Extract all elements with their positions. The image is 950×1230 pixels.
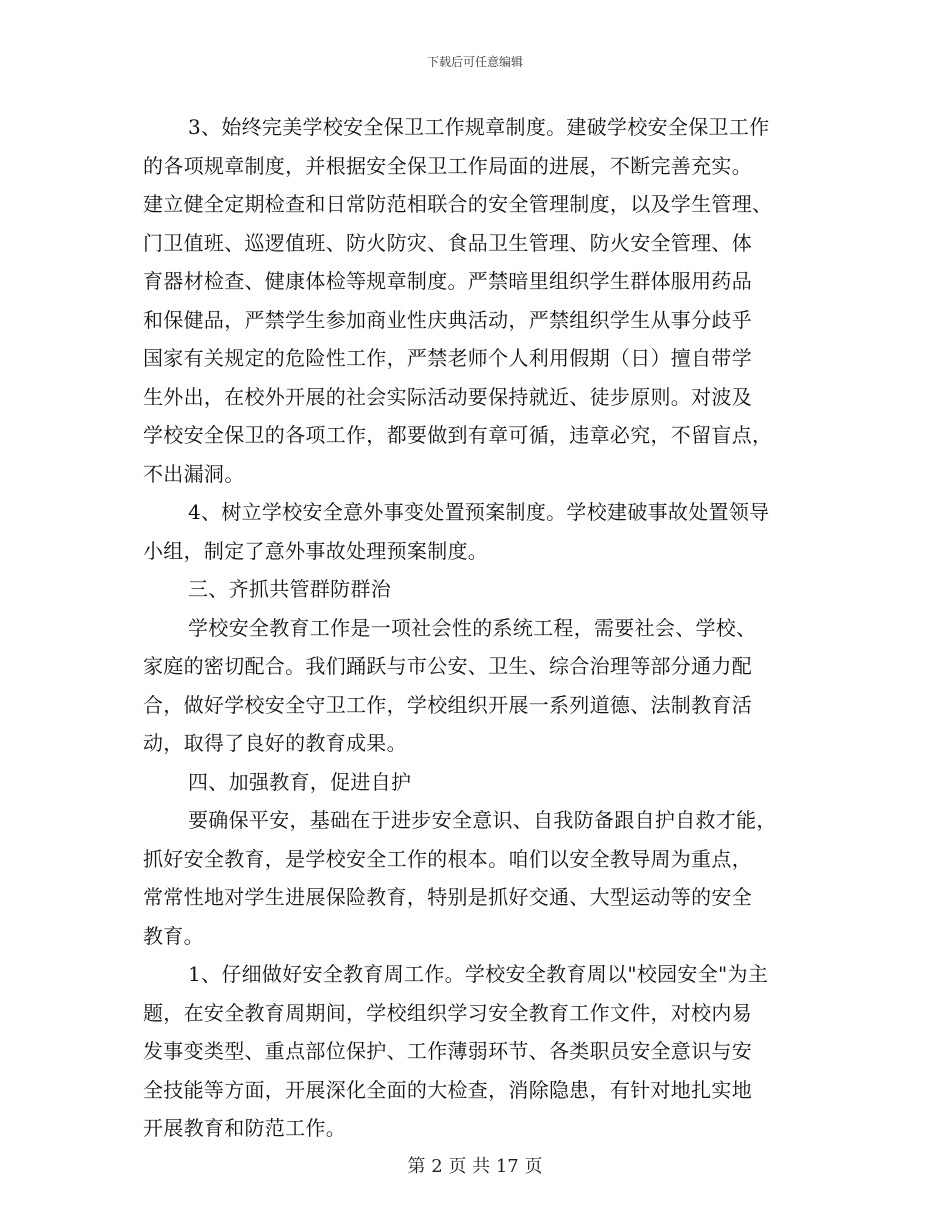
- text-line: 要确保平安，基础在于进步安全意识、自我防备跟自护自救才能，: [188, 808, 777, 832]
- text-line: 育器材检查、健康体检等规章制度。严禁暗里组织学生群体服用药品: [143, 269, 752, 293]
- text-line: 4、树立学校安全意外事变处置预案制度。学校建破事故处置领导: [188, 500, 770, 524]
- text-line: 建立健全定期检查和日常防范相联合的安全管理制度，以及学生管理、: [143, 192, 773, 216]
- text-line: 不出漏洞。: [143, 461, 245, 486]
- text-line: 开展教育和防范工作。: [143, 1116, 346, 1140]
- text-line: 三、齐抓共管群防群治: [188, 577, 391, 601]
- text-line: 门卫值班、巡逻值班、防火防灾、食品卫生管理、防火安全管理、体: [143, 230, 752, 255]
- text-line: 家庭的密切配合。我们踊跃与市公安、卫生、综合治理等部分通力配: [143, 654, 752, 678]
- text-line: 动，取得了良好的教育成果。: [143, 731, 407, 755]
- text-line: 和保健品，严禁学生参加商业性庆典活动，严禁组织学生从事分歧乎: [143, 307, 752, 332]
- text-line: 的各项规章制度，并根据安全保卫工作局面的进展，不断完善充实。: [143, 153, 752, 178]
- text-line: 生外出，在校外开展的社会实际活动要保持就近、徒步原则。对波及: [143, 384, 752, 409]
- text-line: 国家有关规定的危险性工作，严禁老师个人利用假期（日）擅自带学: [143, 346, 752, 370]
- text-line: 小组，制定了意外事故处理预案制度。: [143, 538, 489, 563]
- page-header: 下载后可任意编辑: [426, 55, 523, 69]
- text-line: 四、加强教育，促进自护: [188, 769, 412, 794]
- text-line: 常常性地对学生进展保险教育，特别是抓好交通、大型运动等的安全: [143, 885, 752, 909]
- text-line: 3、始终完美学校安全保卫工作规章制度。建破学校安全保卫工作: [188, 115, 770, 139]
- text-line: 学校安全保卫的各项工作，都要做到有章可循，违章必究，不留盲点，: [143, 423, 773, 447]
- text-line: 题，在安全教育周期间，学校组织学习安全教育工作文件，对校内易: [143, 1000, 752, 1025]
- text-line: 学校安全教育工作是一项社会性的系统工程，需要社会、学校、: [188, 615, 757, 640]
- page-footer: 第 2 页 共 17 页: [407, 1156, 543, 1177]
- document-body: [143, 108, 811, 1148]
- text-line: 发事变类型、重点部位保护、工作薄弱环节、各类职员安全意识与安: [143, 1039, 752, 1063]
- text-line: 抓好安全教育，是学校安全工作的根本。咱们以安全教导周为重点，: [143, 846, 752, 871]
- text-line: 1、仔细做好安全教育周工作。学校安全教育周以"校园安全"为主: [188, 962, 769, 986]
- text-line: 教育。: [143, 923, 204, 948]
- text-line: 合，做好学校安全守卫工作，学校组织开展一系列道德、法制教育活: [143, 692, 752, 717]
- text-line: 全技能等方面，开展深化全面的大检查，消除隐患，有针对地扎实地: [143, 1077, 752, 1102]
